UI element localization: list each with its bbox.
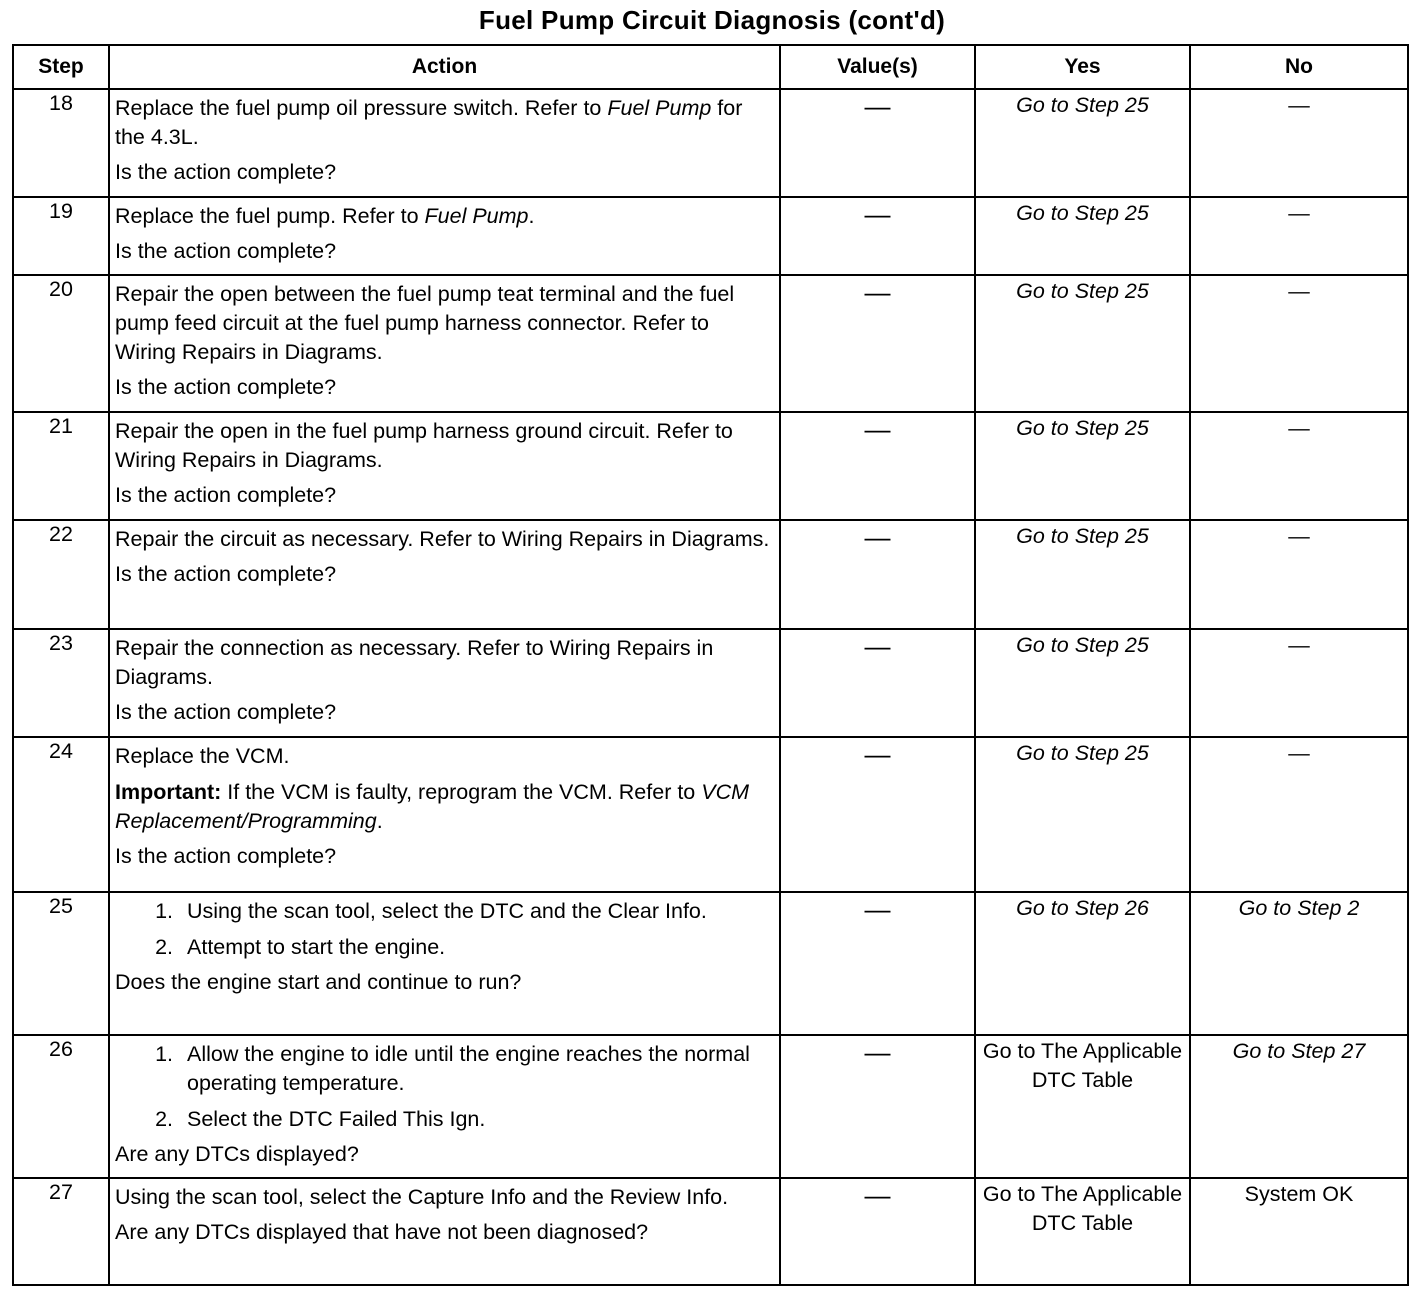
table-row [13, 520, 1408, 629]
yes-cell: Go to Step 25 [975, 197, 1190, 275]
table-row [13, 892, 1408, 1035]
yes-cell: Go to The Applicable DTC Table [975, 1178, 1190, 1285]
value-cell: — [780, 629, 975, 737]
value-cell: — [780, 412, 975, 520]
action-cell [109, 737, 780, 892]
action-text: Repair the open between the fuel pump teat terminal and the fuel pump feed circuit at the fuel pump harness connector. Refer to Wiring Repairs in Diagrams. [115, 282, 735, 364]
header-yes: Yes [975, 45, 1190, 89]
value-cell: — [780, 89, 975, 197]
step-number: 27 [13, 1178, 109, 1285]
page-title: Fuel Pump Circuit Diagnosis (cont'd) [478, 5, 946, 35]
action-question: Is the action complete? [115, 844, 337, 868]
action-steps [115, 897, 773, 962]
action-question: Is the action complete? [115, 562, 337, 586]
important-note: Important: If the VCM is faulty, reprogram the VCM. Refer to VCM Replacement/Programming. [115, 780, 750, 833]
action-cell [109, 197, 780, 275]
yes-cell: Go to Step 25 [975, 629, 1190, 737]
action-text: Repair the circuit as necessary. Refer to Wiring Repairs in Diagrams. [115, 527, 770, 551]
value-cell: — [780, 520, 975, 629]
action-text: Replace the fuel pump. Refer to Fuel Pump. [115, 204, 535, 228]
action-question: Are any DTCs displayed that have not been diagnosed? [115, 1220, 649, 1244]
important-label: Important: [115, 780, 222, 804]
yes-cell: Go to The Applicable DTC Table [975, 1035, 1190, 1178]
yes-cell: Go to Step 26 [975, 892, 1190, 1035]
yes-cell: Go to Step 25 [975, 737, 1190, 892]
value-cell: — [780, 275, 975, 412]
action-cell [109, 1035, 780, 1178]
no-cell: — [1190, 520, 1408, 629]
action-question: Is the action complete? [115, 700, 337, 724]
step-number: 23 [13, 629, 109, 737]
no-cell: — [1190, 629, 1408, 737]
yes-cell: Go to Step 25 [975, 275, 1190, 412]
action-question: Is the action complete? [115, 375, 337, 399]
no-cell: — [1190, 275, 1408, 412]
header-row [13, 45, 1408, 89]
value-cell: — [780, 1178, 975, 1285]
step-number: 20 [13, 275, 109, 412]
action-cell [109, 892, 780, 1035]
no-cell: System OK [1190, 1178, 1408, 1285]
list-item: 1. Using the scan tool, select the DTC and the Clear Info. [179, 897, 773, 926]
no-cell: — [1190, 197, 1408, 275]
action-text: Repair the connection as necessary. Refer to Wiring Repairs in Diagrams. [115, 636, 714, 689]
no-cell: — [1190, 412, 1408, 520]
value-cell: — [780, 737, 975, 892]
table-row [13, 275, 1408, 412]
header-step: Step [13, 45, 109, 89]
list-item: 2. Select the DTC Failed This Ign. [179, 1105, 773, 1134]
action-question: Is the action complete? [115, 160, 337, 184]
action-text: Repair the open in the fuel pump harness ground circuit. Refer to Wiring Repairs in Diagrams. [115, 419, 733, 472]
step-number: 24 [13, 737, 109, 892]
fuel-pump-reference: Fuel Pump [607, 96, 712, 120]
action-text: Replace the fuel pump oil pressure switch. Refer to Fuel Pump for the 4.3L. [115, 96, 743, 149]
action-cell [109, 412, 780, 520]
fuel-pump-reference: Fuel Pump [424, 204, 529, 228]
action-cell [109, 89, 780, 197]
step-number: 25 [13, 892, 109, 1035]
value-cell: — [780, 1035, 975, 1178]
table-row [13, 1035, 1408, 1178]
list-item: 2. Attempt to start the engine. [179, 933, 773, 962]
table-row [13, 89, 1408, 197]
header-action: Action [109, 45, 780, 89]
step-number: 19 [13, 197, 109, 275]
list-item: 1. Allow the engine to idle until the engine reaches the normal operating temperature. [179, 1040, 773, 1098]
value-cell: — [780, 892, 975, 1035]
no-cell: Go to Step 27 [1190, 1035, 1408, 1178]
value-cell: — [780, 197, 975, 275]
action-text: Replace the VCM. [115, 744, 290, 768]
step-number: 18 [13, 89, 109, 197]
table-row [13, 737, 1408, 892]
diagnosis-table [12, 44, 1409, 1286]
header-value: Value(s) [780, 45, 975, 89]
action-steps [115, 1040, 773, 1134]
action-cell [109, 629, 780, 737]
action-cell [109, 275, 780, 412]
no-cell: — [1190, 737, 1408, 892]
yes-cell: Go to Step 25 [975, 520, 1190, 629]
action-text: Using the scan tool, select the Capture Info and the Review Info. [115, 1185, 729, 1209]
vcm-programming-reference: VCM Replacement/Programming [115, 780, 750, 833]
yes-cell: Go to Step 25 [975, 412, 1190, 520]
header-no: No [1190, 45, 1408, 89]
action-cell [109, 520, 780, 629]
action-question: Is the action complete? [115, 239, 337, 263]
step-number: 26 [13, 1035, 109, 1178]
no-cell: — [1190, 89, 1408, 197]
no-cell: Go to Step 2 [1190, 892, 1408, 1035]
action-question: Does the engine start and continue to run? [115, 970, 522, 994]
step-number: 21 [13, 412, 109, 520]
table-row [13, 1178, 1408, 1285]
table-row [13, 412, 1408, 520]
table-row [13, 629, 1408, 737]
yes-cell: Go to Step 25 [975, 89, 1190, 197]
table-row [13, 197, 1408, 275]
action-question: Is the action complete? [115, 483, 337, 507]
step-number: 22 [13, 520, 109, 629]
action-question: Are any DTCs displayed? [115, 1142, 359, 1166]
action-cell [109, 1178, 780, 1285]
